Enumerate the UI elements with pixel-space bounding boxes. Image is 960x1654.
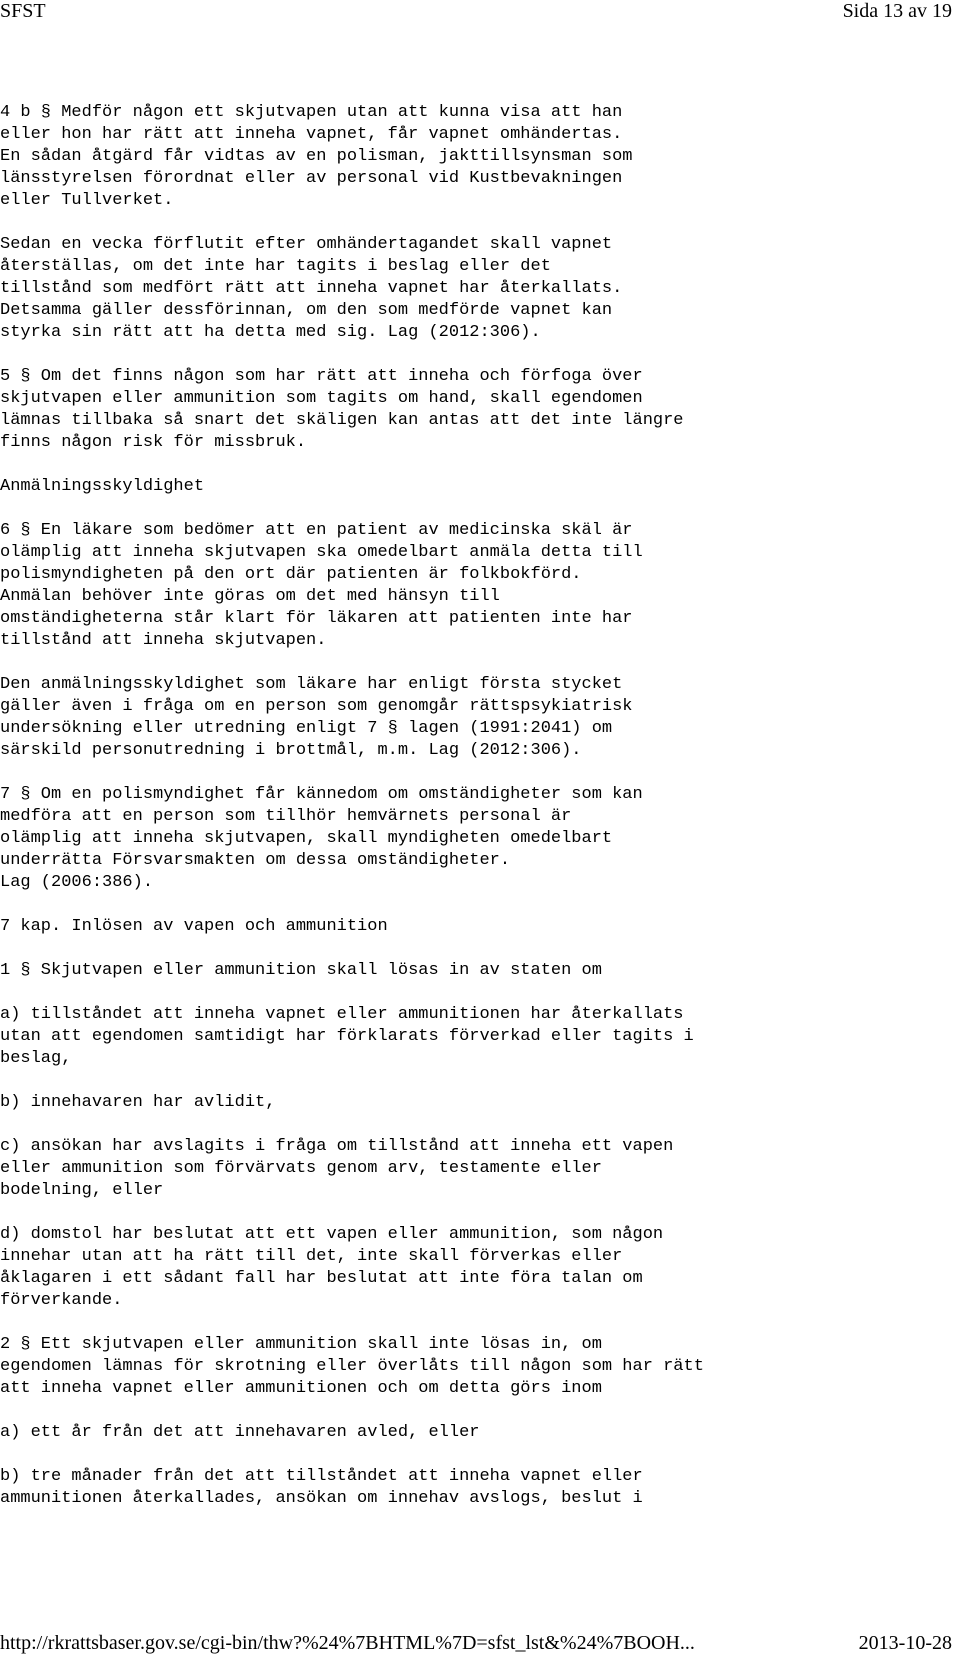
- document-source-title: SFST: [0, 0, 46, 22]
- paragraph-5: 5 § Om det finns någon som har rätt att inneha och förfoga över skjutvapen eller ammunition som tagits om hand, skall egendomen lämnas tillbaka så snart det skäligen kan antas att det inte längre finns någon risk för missbruk.: [0, 367, 684, 452]
- paragraph-7: 7 § Om en polismyndighet får kännedom om omständigheter som kan medföra att en person som tillhör hemvärnets personal är olämplig att inneha skjutvapen, skall myndigheten omedelbart underrätta Försvarsmakten om dessa omständigheter. Lag (2006:386).: [0, 785, 643, 892]
- list-item-d: d) domstol har beslutat att ett vapen eller ammunition, som någon innehar utan att ha rätt till det, inte skall förverkas eller åklagaren i ett sådant fall har beslutat att inte föra talan om förverkande.: [0, 1225, 664, 1310]
- paragraph-7kap-2: 2 § Ett skjutvapen eller ammunition skall inte lösas in, om egendomen lämnas för skrotning eller överlåts till någon som har rätt att inneha vapnet eller ammunitionen och om detta görs inom: [0, 1335, 704, 1398]
- chapter-heading-7-kap: 7 kap. Inlösen av vapen och ammunition: [0, 917, 388, 936]
- paragraph-4b-second: Sedan en vecka förflutit efter omhändertagandet skall vapnet återställas, om det inte har tagits i beslag eller det tillstånd som medfört rätt att inneha vapnet har återkallats. Detsamma gäller dessförinnan, om den som medförde vapnet kan styrka sin rätt att ha detta med sig. Lag (2012:306).: [0, 235, 623, 342]
- document-body: [0, 102, 955, 1532]
- list-item-2a: a) ett år från det att innehavaren avled, eller: [0, 1423, 480, 1442]
- list-item-a: a) tillståndet att inneha vapnet eller ammunitionen har återkallats utan att egendomen samtidigt har förklarats förverkad eller tagits i beslag,: [0, 1005, 694, 1068]
- paragraph-6: 6 § En läkare som bedömer att en patient av medicinska skäl är olämplig att inneha skjutvapen ska omedelbart anmäla detta till polismyndigheten på den ort där patienten är folkbokförd. Anmälan behöver inte göras om det med hänsyn till omständigheterna står klart för läkaren att patienten inte har tillstånd att inneha skjutvapen.: [0, 521, 643, 650]
- paragraph-4b: 4 b § Medför någon ett skjutvapen utan att kunna visa att han eller hon har rätt att inneha vapnet, får vapnet omhändertas. En sådan åtgärd får vidtas av en polisman, jakttillsynsman som länsstyrelsen förordnat eller av personal vid Kustbevakningen eller Tullverket.: [0, 103, 633, 210]
- footer-url-link[interactable]: http://rkrattsbaser.gov.se/cgi-bin/thw?%24%7BHTML%7D=sfst_lst&%24%7BOOH...: [0, 1632, 695, 1654]
- footer-date: 2013-10-28: [858, 1632, 952, 1654]
- section-heading-anmalningsskyldighet: Anmälningsskyldighet: [0, 477, 205, 496]
- list-item-c: c) ansökan har avslagits i fråga om tillstånd att inneha ett vapen eller ammunition som förvärvats genom arv, testamente eller bodelning, eller: [0, 1137, 674, 1200]
- paragraph-6-second: Den anmälningsskyldighet som läkare har enligt första stycket gäller även i fråga om en person som genomgår rättspsykiatrisk undersökning eller utredning enligt 7 § lagen (1991:2041) om särskild personutredning i brottmål, m.m. Lag (2012:306).: [0, 675, 633, 760]
- paragraph-7kap-1: 1 § Skjutvapen eller ammunition skall lösas in av staten om: [0, 961, 602, 980]
- list-item-2b: b) tre månader från det att tillståndet att inneha vapnet eller ammunitionen återkallades, ansökan om innehav avslogs, beslut i: [0, 1467, 643, 1508]
- page-number: Sida 13 av 19: [842, 0, 952, 22]
- list-item-b: b) innehavaren har avlidit,: [0, 1093, 276, 1112]
